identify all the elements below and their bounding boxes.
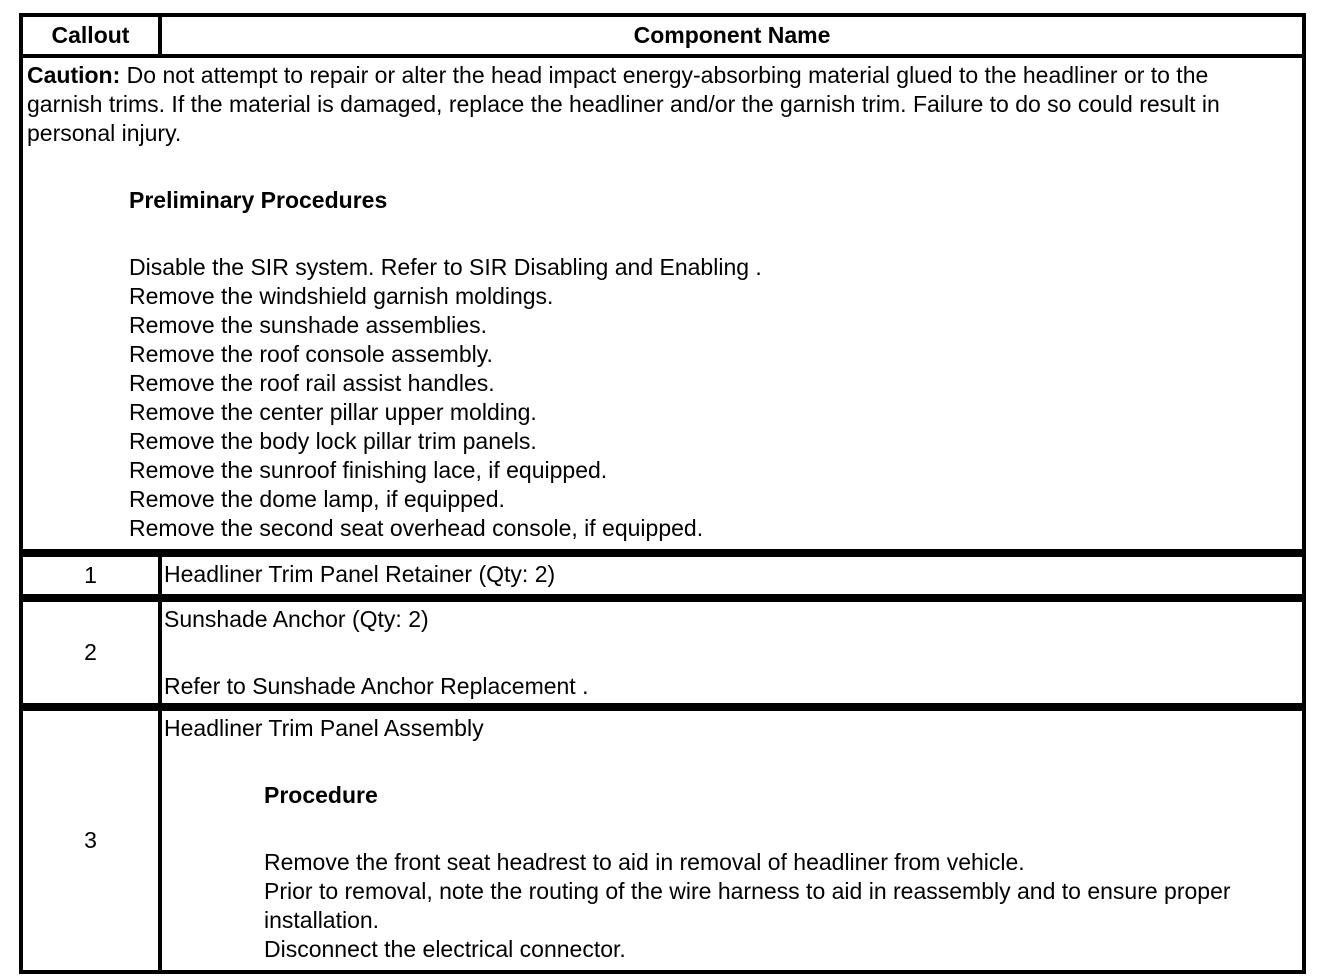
component-name: Sunshade Anchor (Qty: 2)	[164, 606, 429, 632]
preliminary-step: Remove the second seat overhead console, if equipped.	[129, 515, 704, 541]
table-row-callout-3	[19, 707, 1306, 974]
component-name-header: Component Name	[633, 22, 831, 48]
caution-text: Do not attempt to repair or alter the head impact energy-absorbing material glued to the headliner or to the garnish trims. If the material is damaged, replace the headliner and/or the garnish trim. Failure to do so could result in personal injury.	[27, 62, 1220, 146]
preliminary-steps-list	[129, 253, 1302, 543]
component-name: Headliner Trim Panel Assembly	[164, 715, 484, 741]
component-cell	[162, 711, 1302, 970]
preliminary-step: Remove the roof rail assist handles.	[129, 370, 495, 396]
preliminary-step: Disable the SIR system. Refer to SIR Disabling and Enabling .	[129, 254, 762, 280]
preliminary-step: Remove the sunroof finishing lace, if equipped.	[129, 457, 608, 483]
preliminary-step: Remove the sunshade assemblies.	[129, 312, 487, 338]
procedure-heading: Procedure	[264, 782, 378, 808]
table-header-row	[19, 13, 1306, 58]
component-note: Refer to Sunshade Anchor Replacement .	[164, 673, 589, 699]
caution-label: Caution:	[27, 62, 121, 88]
preliminary-step: Remove the center pillar upper molding.	[129, 399, 537, 425]
preliminary-step: Remove the dome lamp, if equipped.	[129, 486, 505, 512]
component-table	[19, 13, 1306, 974]
table-row-callout-1	[19, 553, 1306, 598]
preliminary-step: Remove the windshield garnish moldings.	[129, 283, 554, 309]
preliminary-step: Remove the body lock pillar trim panels.	[129, 428, 537, 454]
callout-number: 2	[23, 602, 162, 703]
procedure-step: Prior to removal, note the routing of the wire harness to aid in reassembly and to ensure proper installation.	[264, 878, 1231, 933]
callout-number: 1	[23, 557, 162, 594]
callout-header: Callout	[23, 17, 162, 54]
preliminary-step: Remove the roof console assembly.	[129, 341, 493, 367]
component-cell	[162, 602, 1302, 703]
table-row-callout-2	[19, 598, 1306, 707]
caution-row	[19, 58, 1306, 553]
caution-paragraph	[27, 61, 1282, 148]
component-name: Headliner Trim Panel Retainer (Qty: 2)	[164, 561, 556, 587]
procedure-steps-list	[264, 848, 1264, 964]
callout-number: 3	[23, 711, 162, 970]
procedure-step: Remove the front seat headrest to aid in removal of headliner from vehicle.	[264, 849, 1025, 875]
procedure-step: Disconnect the electrical connector.	[264, 936, 626, 962]
preliminary-procedures-heading: Preliminary Procedures	[129, 187, 388, 213]
